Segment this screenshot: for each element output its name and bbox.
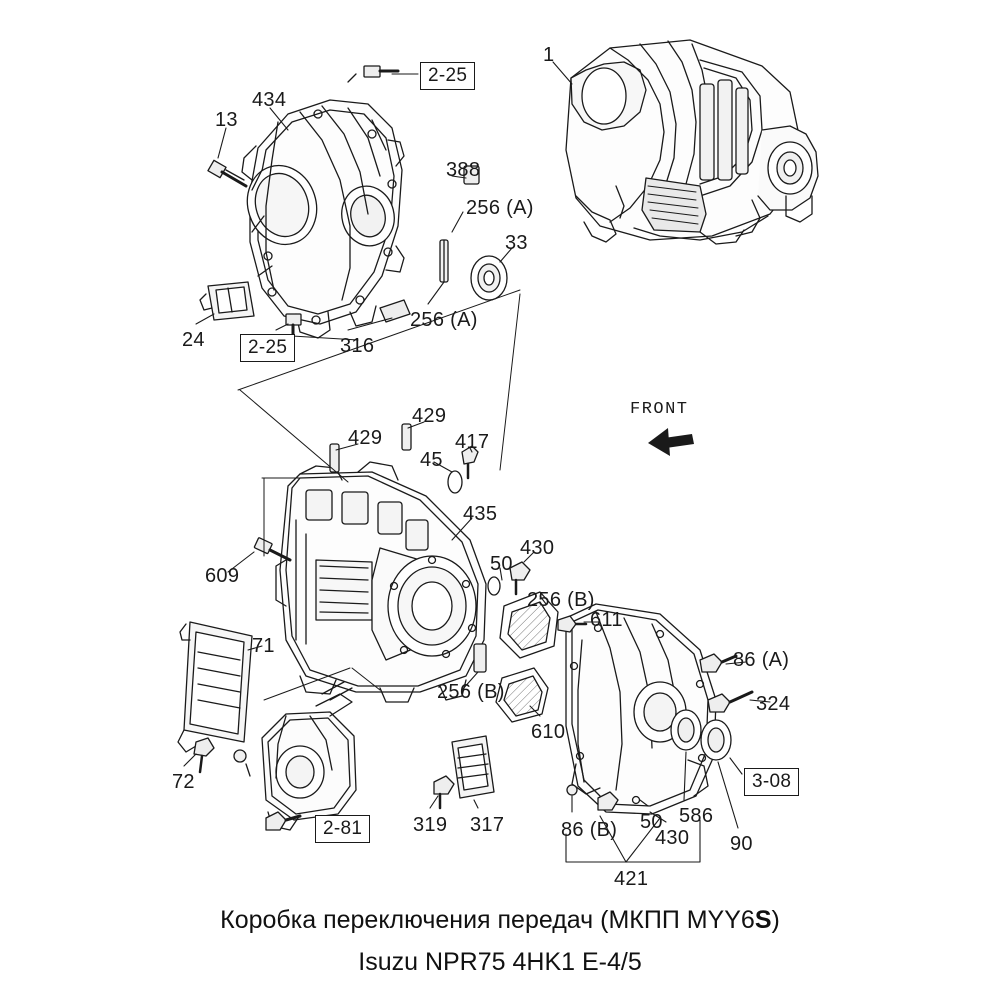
part-callout-c-256a-2: 256 (A): [410, 309, 478, 331]
part-callout-c-45: 45: [420, 449, 443, 471]
shift-housing-illustration: [262, 682, 356, 830]
part-256a-pins: [440, 166, 479, 282]
transmission-case-illustration: [276, 462, 486, 702]
part-callout-c-2-81: 2-81: [315, 815, 370, 843]
part-callout-c-90: 90: [730, 833, 753, 855]
caption-title-suffix: ): [771, 906, 780, 934]
part-callout-c-72: 72: [172, 771, 195, 793]
part-callout-c-256b-2: 256 (B): [437, 681, 505, 703]
part-callout-c-256a-1: 256 (A): [466, 197, 534, 219]
part-callout-c-2-25-a: 2-25: [420, 62, 475, 90]
part-callout-c-2-25-b: 2-25: [240, 334, 295, 362]
part-callout-c-3-08: 3-08: [744, 768, 799, 796]
part-callout-c-430-a: 430: [520, 537, 555, 559]
part-13-bolt: [208, 160, 246, 186]
part-callout-c-434: 434: [252, 89, 287, 111]
part-callout-c-50-b: 50: [640, 811, 663, 833]
part-45-417: [448, 446, 478, 493]
part-callout-c-429-b: 429: [348, 427, 383, 449]
part-callout-c-316: 316: [340, 335, 375, 357]
part-callout-c-50-a: 50: [490, 553, 513, 575]
front-direction-label: FRONT: [630, 400, 689, 419]
part-callout-c-71: 71: [252, 635, 275, 657]
part-316-plate: [380, 300, 410, 322]
part-317-319: [434, 736, 494, 808]
part-callout-c-24: 24: [182, 329, 205, 351]
part-callout-c-609: 609: [205, 565, 240, 587]
part-callout-c-86a: 86 (A): [733, 649, 790, 671]
part-callout-c-317: 317: [470, 814, 505, 836]
assembled-transmission-illustration: [566, 40, 818, 244]
part-callout-c-435: 435: [463, 503, 498, 525]
part-33-oil-seal: [471, 256, 507, 300]
part-71-cover: [178, 622, 252, 752]
part-callout-c-611: 611: [590, 609, 623, 631]
part-callout-c-586: 586: [679, 805, 714, 827]
front-arrow: [648, 428, 694, 456]
part-callout-c-13: 13: [215, 109, 238, 131]
part-callout-c-417: 417: [455, 431, 490, 453]
caption-title-line2: Isuzu NPR75 4HK1 E-4/5: [358, 948, 642, 976]
part-72-bolts: [194, 738, 250, 776]
part-callout-c-1: 1: [543, 44, 555, 66]
part-callout-c-421: 421: [614, 868, 649, 890]
part-callout-c-430-b: 430: [655, 827, 690, 849]
caption-title-bold: S: [754, 906, 772, 934]
part-callout-c-429-a: 429: [412, 405, 447, 427]
part-callout-c-256b-1: 256 (B): [527, 589, 595, 611]
rear-extension-housing-illustration: [566, 604, 716, 814]
part-24-cover: [200, 282, 254, 320]
part-callout-c-324: 324: [756, 693, 791, 715]
part-callout-c-610: 610: [531, 721, 566, 743]
part-2-25-top-bolt: [348, 66, 398, 82]
clutch-housing-illustration: [237, 100, 404, 338]
part-callout-c-33: 33: [505, 232, 528, 254]
part-callout-c-388: 388: [446, 159, 481, 181]
caption-title-line1: [0, 906, 1000, 935]
part-callout-c-86b: 86 (B): [561, 819, 618, 841]
part-callout-c-319: 319: [413, 814, 448, 836]
caption-title-prefix: Коробка переключения передач (МКПП MYY6: [220, 906, 755, 934]
